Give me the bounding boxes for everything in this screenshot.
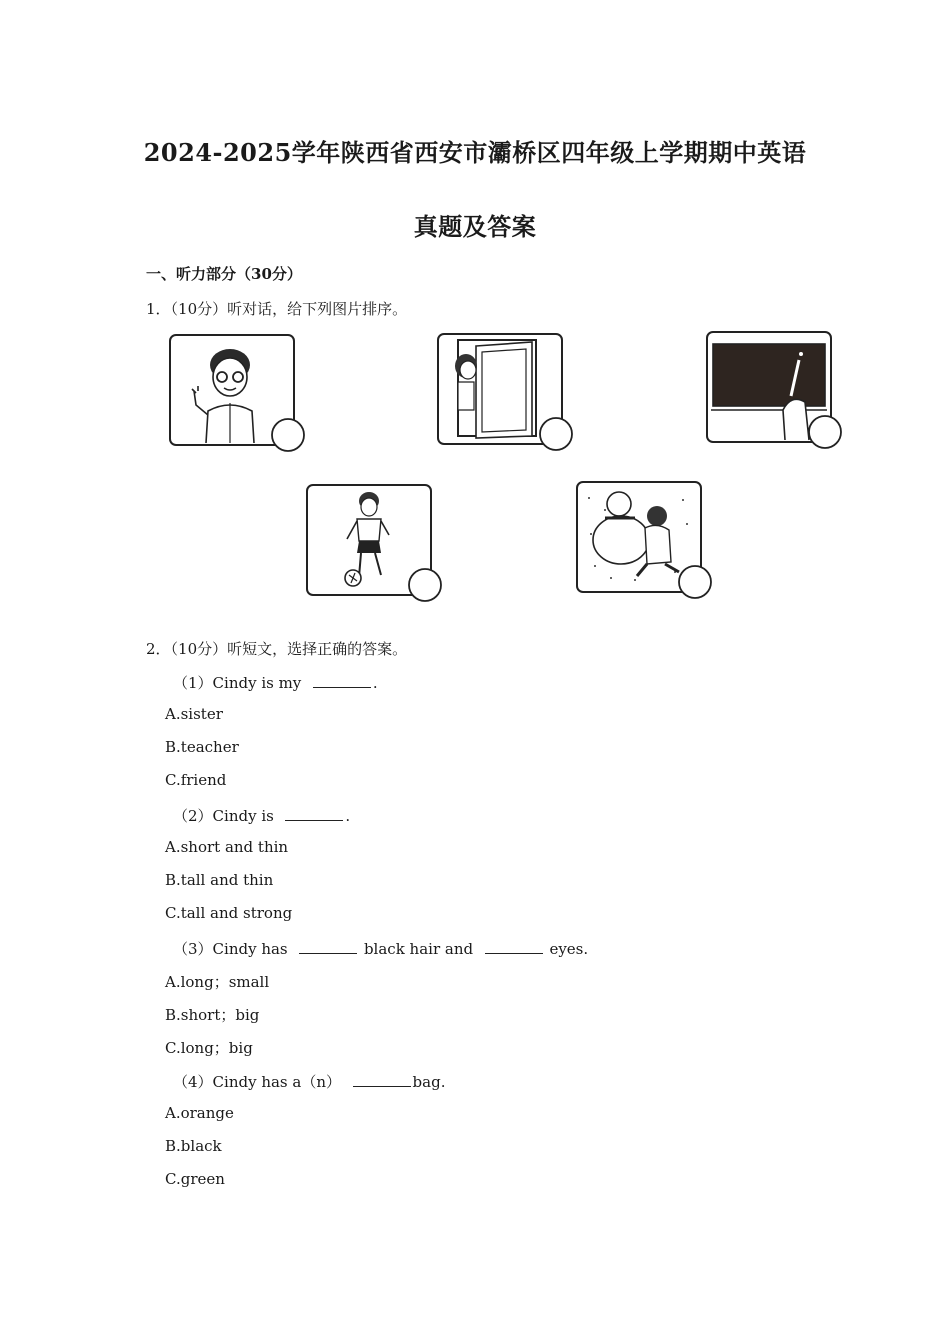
question-2-item-3: （3）Cindy has black hair and eyes. xyxy=(173,940,589,958)
option-a: A.orange xyxy=(165,1104,234,1122)
section-heading-listening: 一、听力部分（30分） xyxy=(146,265,302,283)
question-2-item-4: （4）Cindy has a（n） bag. xyxy=(173,1073,446,1091)
question-2-item-1: （1）Cindy is my . xyxy=(173,674,378,692)
answer-blank[interactable] xyxy=(299,939,357,954)
option-c: C.tall and strong xyxy=(165,904,293,922)
answer-blank[interactable] xyxy=(285,806,343,821)
option-a: A.short and thin xyxy=(165,838,289,856)
question-2-item-2: （2）Cindy is . xyxy=(173,807,351,825)
document-title-line2: 真题及答案 xyxy=(413,212,537,241)
answer-blank[interactable] xyxy=(485,939,543,954)
option-c: C.long；big xyxy=(165,1039,253,1057)
picture-boy-playing-football xyxy=(305,483,447,605)
option-c: C.green xyxy=(165,1170,225,1188)
option-a: A.sister xyxy=(165,705,223,723)
option-c: C.friend xyxy=(165,771,227,789)
question-1-stem: 1．（10分）听对话，给下列图片排序。 xyxy=(146,300,408,318)
question-2-stem: 2．（10分）听短文，选择正确的答案。 xyxy=(146,640,408,658)
picture-boy-waving xyxy=(168,333,310,455)
picture-writing-on-blackboard xyxy=(705,330,847,452)
option-b: B.black xyxy=(165,1137,222,1155)
answer-blank[interactable] xyxy=(353,1072,411,1087)
option-a: A.long；small xyxy=(165,973,270,991)
option-b: B.short；big xyxy=(165,1006,260,1024)
option-b: B.teacher xyxy=(165,738,239,756)
option-b: B.tall and thin xyxy=(165,871,274,889)
picture-making-snowman xyxy=(575,480,717,602)
picture-girl-at-door xyxy=(436,332,578,454)
answer-blank[interactable] xyxy=(313,673,371,688)
document-title-line1: 2024-2025学年陕西省西安市灞桥区四年级上学期期中英语 xyxy=(143,138,807,167)
